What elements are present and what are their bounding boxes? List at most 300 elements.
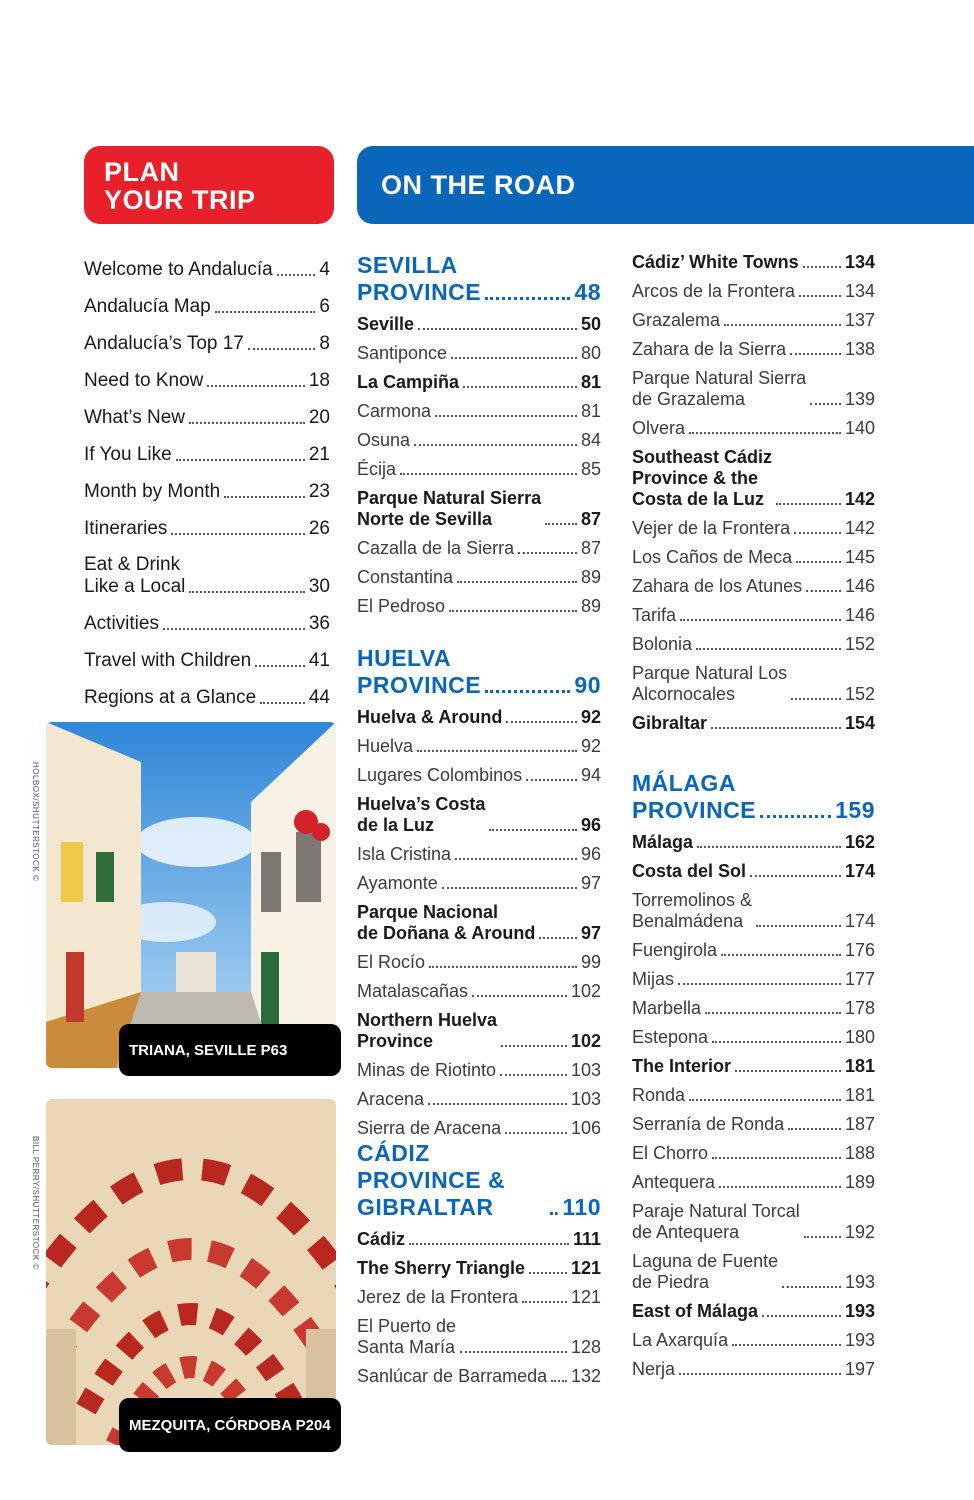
- entry-title: Tarifa: [632, 605, 677, 625]
- section-heading: [357, 637, 601, 699]
- page-number: 146: [844, 605, 875, 625]
- page-number: 110: [562, 1194, 601, 1220]
- toc-entry: [632, 705, 875, 734]
- page-number: 197: [844, 1359, 875, 1379]
- section-heading: [357, 1140, 601, 1221]
- entry-title: Cádiz: [357, 1229, 406, 1249]
- entry-title: Eat & Drink Like a Local: [84, 554, 186, 597]
- page-number: 48: [574, 279, 601, 305]
- entry-title: Carmona: [357, 401, 432, 421]
- dot-leader: [705, 1012, 841, 1014]
- page-number: 111: [572, 1229, 601, 1249]
- entry-title: Gibraltar: [632, 713, 708, 733]
- entry-title: El Pedroso: [357, 596, 446, 616]
- entry-title: La Axarquía: [632, 1330, 729, 1350]
- dot-leader: [680, 619, 841, 621]
- page-number: 121: [570, 1258, 601, 1278]
- entry-title: What’s New: [84, 407, 186, 428]
- dot-leader: [489, 829, 577, 831]
- entry-title: Zahara de los Atunes: [632, 576, 803, 596]
- dot-leader: [451, 357, 577, 359]
- dot-leader: [224, 496, 305, 498]
- page-number: 192: [844, 1222, 875, 1242]
- dot-leader: [724, 324, 841, 326]
- page-number: 21: [308, 444, 330, 465]
- entry-title: Parque Natural Sierra Norte de Sevilla: [357, 488, 542, 529]
- entry-title: Parque Nacional de Doñana & Around: [357, 902, 536, 943]
- entry-title: Antequera: [632, 1172, 716, 1192]
- page-number: 44: [308, 687, 330, 708]
- entry-title: Huelva: [357, 736, 414, 756]
- dot-leader: [505, 1132, 567, 1134]
- dot-leader: [689, 432, 841, 434]
- entry-title: El Puerto de Santa María: [357, 1316, 457, 1357]
- entry-title: Constantina: [357, 567, 454, 587]
- page-number: 138: [844, 339, 875, 359]
- dot-leader: [189, 591, 304, 593]
- entry-title: Osuna: [357, 430, 411, 450]
- page-number: 152: [844, 684, 875, 704]
- entry-title: If You Like: [84, 444, 172, 465]
- plan-trip-entry: [84, 672, 330, 709]
- entry-title: Jerez de la Frontera: [357, 1287, 519, 1307]
- page-number: 137: [844, 310, 875, 330]
- toc-entry: [632, 1164, 875, 1193]
- plan-trip-entry: [84, 392, 330, 429]
- page-number: 4: [319, 259, 330, 280]
- toc-entry: [632, 302, 875, 331]
- entry-title: CÁDIZ PROVINCE & GIBRALTAR: [357, 1140, 506, 1220]
- entry-title: Torremolinos & Benalmádena: [632, 890, 753, 931]
- entry-title: Isla Cristina: [357, 844, 452, 864]
- on-the-road-title: ON THE ROAD: [381, 170, 576, 200]
- page-number: 102: [570, 1031, 601, 1051]
- dot-leader: [455, 858, 577, 860]
- plan-trip-contents: [84, 244, 330, 709]
- toc-entry: [357, 1308, 601, 1358]
- toc-entry: [632, 510, 875, 539]
- toc-entry: [632, 1077, 875, 1106]
- dot-leader: [248, 348, 316, 350]
- dot-leader: [176, 459, 305, 461]
- dot-leader: [776, 503, 841, 505]
- toc-entry: [632, 824, 875, 853]
- plan-trip-entry: [84, 244, 330, 281]
- dot-leader: [485, 690, 570, 693]
- dot-leader: [762, 1315, 841, 1317]
- plan-title-line1: PLAN: [104, 157, 180, 187]
- page-number: 20: [308, 407, 330, 428]
- page-number: 193: [844, 1301, 875, 1321]
- toc-entry: [357, 306, 601, 335]
- dot-leader: [409, 1243, 569, 1245]
- plan-trip-entry: [84, 466, 330, 503]
- toc-entry: [357, 973, 601, 1002]
- entry-title: Mijas: [632, 969, 675, 989]
- entry-title: Olvera: [632, 418, 686, 438]
- toc-entry: [357, 728, 601, 757]
- dot-leader: [414, 444, 577, 446]
- entry-title: Huelva’s Costa de la Luz: [357, 794, 486, 835]
- toc-entry: [357, 530, 601, 559]
- dot-leader: [712, 1157, 841, 1159]
- entry-title: Lugares Colombinos: [357, 765, 523, 785]
- entry-title: Arcos de la Frontera: [632, 281, 796, 301]
- page-number: 81: [580, 372, 601, 392]
- dot-leader: [255, 665, 305, 667]
- page-number: 174: [844, 861, 875, 881]
- dot-leader: [518, 552, 577, 554]
- page-number: 193: [844, 1272, 875, 1292]
- toc-entry: [632, 244, 875, 273]
- toc-entry: [632, 273, 875, 302]
- dot-leader: [696, 648, 841, 650]
- on-the-road-column-1: [357, 244, 601, 1387]
- page-number: 132: [570, 1366, 601, 1386]
- plan-trip-entry: [84, 355, 330, 392]
- entry-title: Fuengirola: [632, 940, 718, 960]
- dot-leader: [712, 1041, 841, 1043]
- entry-title: Santiponce: [357, 343, 448, 363]
- entry-title: Laguna de Fuente de Piedra: [632, 1251, 779, 1292]
- dot-leader: [171, 533, 304, 535]
- page-number: 96: [580, 844, 601, 864]
- page-number: 193: [844, 1330, 875, 1350]
- entry-title: La Campiña: [357, 372, 460, 392]
- dot-leader: [501, 1045, 567, 1047]
- entry-title: Parque Natural Los Alcornocales: [632, 663, 788, 704]
- dot-leader: [500, 1074, 567, 1076]
- entry-title: Los Caños de Meca: [632, 547, 793, 567]
- entry-title: Paraje Natural Torcal de Antequera: [632, 1201, 800, 1242]
- toc-entry: [357, 1002, 601, 1052]
- page-number: 41: [308, 650, 330, 671]
- section-heading: [357, 244, 601, 306]
- toc-entry: [357, 1221, 601, 1250]
- entry-title: Vejer de la Frontera: [632, 518, 791, 538]
- page-number: 23: [308, 481, 330, 502]
- entry-title: Activities: [84, 613, 159, 634]
- page-number: 87: [580, 509, 601, 529]
- entry-title: Minas de Riotinto: [357, 1060, 497, 1080]
- toc-entry: [357, 480, 601, 530]
- page-number: 177: [844, 969, 875, 989]
- entry-title: The Interior: [632, 1056, 732, 1076]
- entry-title: Andalucía Map: [84, 296, 211, 317]
- page-number: 174: [844, 911, 875, 931]
- page-number: 89: [580, 596, 601, 616]
- page-number: 92: [580, 736, 601, 756]
- page-number: 84: [580, 430, 601, 450]
- dot-leader: [550, 1212, 558, 1215]
- dot-leader: [163, 628, 305, 630]
- dot-leader: [472, 995, 567, 997]
- entry-title: Sierra de Aracena: [357, 1118, 502, 1138]
- page-number: 81: [580, 401, 601, 421]
- toc-entry: [632, 1135, 875, 1164]
- page-number: 89: [580, 567, 601, 587]
- entry-title: Regions at a Glance: [84, 687, 257, 708]
- entry-title: Matalascañas: [357, 981, 469, 1001]
- triana-caption: TRIANA, SEVILLE P63: [119, 1024, 341, 1076]
- mezquita-caption: MEZQUITA, CÓRDOBA P204: [119, 1398, 341, 1452]
- toc-entry: [357, 1358, 601, 1387]
- entry-title: Málaga: [632, 832, 694, 852]
- page-number: 178: [844, 998, 875, 1018]
- plan-trip-entry: [84, 281, 330, 318]
- dot-leader: [463, 386, 577, 388]
- entry-title: Seville: [357, 314, 415, 334]
- entry-title: HUELVA PROVINCE: [357, 645, 482, 698]
- entry-title: Cazalla de la Sierra: [357, 538, 515, 558]
- page-number: 162: [844, 832, 875, 852]
- dot-leader: [719, 1186, 841, 1188]
- plan-trip-entry: [84, 540, 330, 598]
- toc-entry: [632, 360, 875, 410]
- toc-entry: [632, 961, 875, 990]
- entry-title: Need to Know: [84, 370, 204, 391]
- dot-leader: [678, 983, 841, 985]
- entry-title: Sanlúcar de Barrameda: [357, 1366, 548, 1386]
- page-number: 180: [844, 1027, 875, 1047]
- toc-entry: [632, 568, 875, 597]
- toc-entry: [357, 1052, 601, 1081]
- dot-leader: [260, 702, 305, 704]
- dot-leader: [697, 846, 841, 848]
- page-number: 90: [574, 672, 601, 698]
- toc-entry: [357, 1081, 601, 1110]
- dot-leader: [529, 1272, 567, 1274]
- toc-entry: [357, 335, 601, 364]
- mezquita-photo: [46, 1099, 336, 1445]
- entry-title: East of Málaga: [632, 1301, 759, 1321]
- dot-leader: [804, 1236, 841, 1238]
- toc-entry: [357, 944, 601, 973]
- dot-leader: [457, 581, 577, 583]
- dot-leader: [207, 385, 305, 387]
- dot-leader: [782, 1286, 841, 1288]
- toc-entry: [357, 422, 601, 451]
- page-number: 94: [580, 765, 601, 785]
- page-number: 30: [308, 576, 330, 597]
- plan-title-line2: YOUR TRIP: [104, 185, 256, 215]
- dot-leader: [803, 266, 841, 268]
- dot-leader: [799, 295, 841, 297]
- toc-entry: [632, 439, 875, 510]
- dot-leader: [788, 1128, 841, 1130]
- toc-entry: [357, 894, 601, 944]
- on-the-road-banner: [357, 146, 974, 224]
- dot-leader: [545, 523, 577, 525]
- toc-entry: [632, 539, 875, 568]
- dot-leader: [756, 925, 841, 927]
- entry-title: Ronda: [632, 1085, 686, 1105]
- toc-entry: [632, 1243, 875, 1293]
- entry-title: Costa del Sol: [632, 861, 747, 881]
- page-number: 102: [570, 981, 601, 1001]
- toc-entry: [632, 597, 875, 626]
- dot-leader: [215, 311, 316, 313]
- entry-title: Northern Huelva Province: [357, 1010, 498, 1051]
- entry-title: Écija: [357, 459, 397, 479]
- dot-leader: [526, 779, 577, 781]
- entry-title: Nerja: [632, 1359, 676, 1379]
- page-number: 97: [580, 873, 601, 893]
- entry-title: El Chorro: [632, 1143, 709, 1163]
- dot-leader: [429, 966, 577, 968]
- entry-title: Huelva & Around: [357, 707, 503, 727]
- entry-title: Bolonia: [632, 634, 693, 654]
- entry-title: Itineraries: [84, 518, 168, 539]
- page-number: 181: [844, 1056, 875, 1076]
- page-number: 85: [580, 459, 601, 479]
- page-number: 181: [844, 1085, 875, 1105]
- page-number: 92: [580, 707, 601, 727]
- toc-entry: [357, 836, 601, 865]
- page-number: 106: [570, 1118, 601, 1138]
- dot-leader: [794, 532, 841, 534]
- page-number: 96: [580, 815, 601, 835]
- dot-leader: [417, 750, 577, 752]
- toc-entry: [357, 451, 601, 480]
- page-number: 159: [835, 797, 875, 823]
- entry-title: Andalucía’s Top 17: [84, 333, 244, 354]
- dot-leader: [522, 1301, 567, 1303]
- toc-entry: [357, 1279, 601, 1308]
- page-number: 134: [844, 252, 875, 272]
- dot-leader: [679, 1373, 841, 1375]
- page-number: 189: [844, 1172, 875, 1192]
- page-number: 8: [319, 333, 330, 354]
- page-number: 18: [308, 370, 330, 391]
- page-number: 134: [844, 281, 875, 301]
- page-number: 188: [844, 1143, 875, 1163]
- dot-leader: [806, 590, 841, 592]
- page-number: 99: [580, 952, 601, 972]
- toc-entry: [632, 853, 875, 882]
- toc-entry: [632, 331, 875, 360]
- page-number: 50: [580, 314, 601, 334]
- page-number: 146: [844, 576, 875, 596]
- toc-entry: [632, 882, 875, 932]
- entry-title: MÁLAGA PROVINCE: [632, 770, 757, 823]
- dot-leader: [760, 815, 831, 818]
- toc-entry: [357, 1250, 601, 1279]
- toc-entry: [632, 655, 875, 705]
- dot-leader: [428, 1103, 567, 1105]
- toc-entry: [357, 364, 601, 393]
- page-number: 176: [844, 940, 875, 960]
- dot-leader: [711, 727, 841, 729]
- toc-entry: [357, 588, 601, 617]
- page-number: 26: [308, 518, 330, 539]
- entry-title: Welcome to Andalucía: [84, 259, 273, 280]
- dot-leader: [791, 698, 841, 700]
- plan-your-trip-banner: [84, 146, 334, 224]
- entry-title: Southeast Cádiz Province & the Costa de la Luz: [632, 447, 773, 509]
- page-number: 142: [844, 518, 875, 538]
- toc-entry: [632, 410, 875, 439]
- dot-leader: [277, 274, 316, 276]
- toc-entry: [632, 1106, 875, 1135]
- toc-entry: [357, 757, 601, 786]
- page-number: 145: [844, 547, 875, 567]
- page-number: 139: [844, 389, 875, 409]
- entry-title: Aracena: [357, 1089, 425, 1109]
- page-number: 87: [580, 538, 601, 558]
- toc-entry: [357, 699, 601, 728]
- entry-title: Zahara de la Sierra: [632, 339, 787, 359]
- entry-title: Grazalema: [632, 310, 721, 330]
- entry-title: Serranía de Ronda: [632, 1114, 785, 1134]
- on-the-road-column-2: [632, 244, 875, 1380]
- entry-title: El Rocío: [357, 952, 426, 972]
- page-number: 187: [844, 1114, 875, 1134]
- dot-leader: [551, 1380, 567, 1382]
- entry-title: Ayamonte: [357, 873, 438, 893]
- toc-entry: [357, 393, 601, 422]
- dot-leader: [442, 887, 577, 889]
- entry-title: Travel with Children: [84, 650, 252, 671]
- toc-entry: [357, 865, 601, 894]
- entry-title: SEVILLA PROVINCE: [357, 252, 482, 305]
- toc-entry: [632, 1193, 875, 1243]
- page-number: 140: [844, 418, 875, 438]
- toc-entry: [632, 990, 875, 1019]
- plan-trip-entry: [84, 318, 330, 355]
- plan-trip-entry: [84, 503, 330, 540]
- toc-entry: [632, 1322, 875, 1351]
- dot-leader: [721, 954, 841, 956]
- entry-title: Estepona: [632, 1027, 709, 1047]
- section-heading: [632, 762, 875, 824]
- triana-photo: [46, 722, 336, 1068]
- dot-leader: [790, 353, 841, 355]
- page-number: 80: [580, 343, 601, 363]
- toc-entry: [357, 786, 601, 836]
- plan-trip-entry: [84, 598, 330, 635]
- toc-entry: [357, 1110, 601, 1139]
- triana-photo-credit: HOLBOX/SHUTTERSTOCK ©: [31, 762, 40, 882]
- entry-title: Month by Month: [84, 481, 221, 502]
- dot-leader: [400, 473, 577, 475]
- page-number: 6: [319, 296, 330, 317]
- dot-leader: [189, 422, 305, 424]
- page-number: 121: [570, 1287, 601, 1307]
- dot-leader: [506, 721, 577, 723]
- dot-leader: [750, 875, 841, 877]
- toc-entry: [632, 1293, 875, 1322]
- page-number: 128: [570, 1337, 601, 1357]
- entry-title: Marbella: [632, 998, 702, 1018]
- page-number: 142: [844, 489, 875, 509]
- plan-trip-entry: [84, 635, 330, 672]
- dot-leader: [418, 328, 577, 330]
- toc-entry: [632, 932, 875, 961]
- page-number: 152: [844, 634, 875, 654]
- page-number: 97: [580, 923, 601, 943]
- page-number: 154: [844, 713, 875, 733]
- dot-leader: [796, 561, 841, 563]
- dot-leader: [449, 610, 577, 612]
- entry-title: Parque Natural Sierra de Grazalema: [632, 368, 807, 409]
- entry-title: Cádiz’ White Towns: [632, 252, 799, 272]
- toc-entry: [357, 559, 601, 588]
- toc-entry: [632, 1048, 875, 1077]
- mezquita-photo-credit: BILL PERRY/SHUTTERSTOCK ©: [31, 1136, 40, 1270]
- dot-leader: [460, 1351, 567, 1353]
- dot-leader: [810, 403, 841, 405]
